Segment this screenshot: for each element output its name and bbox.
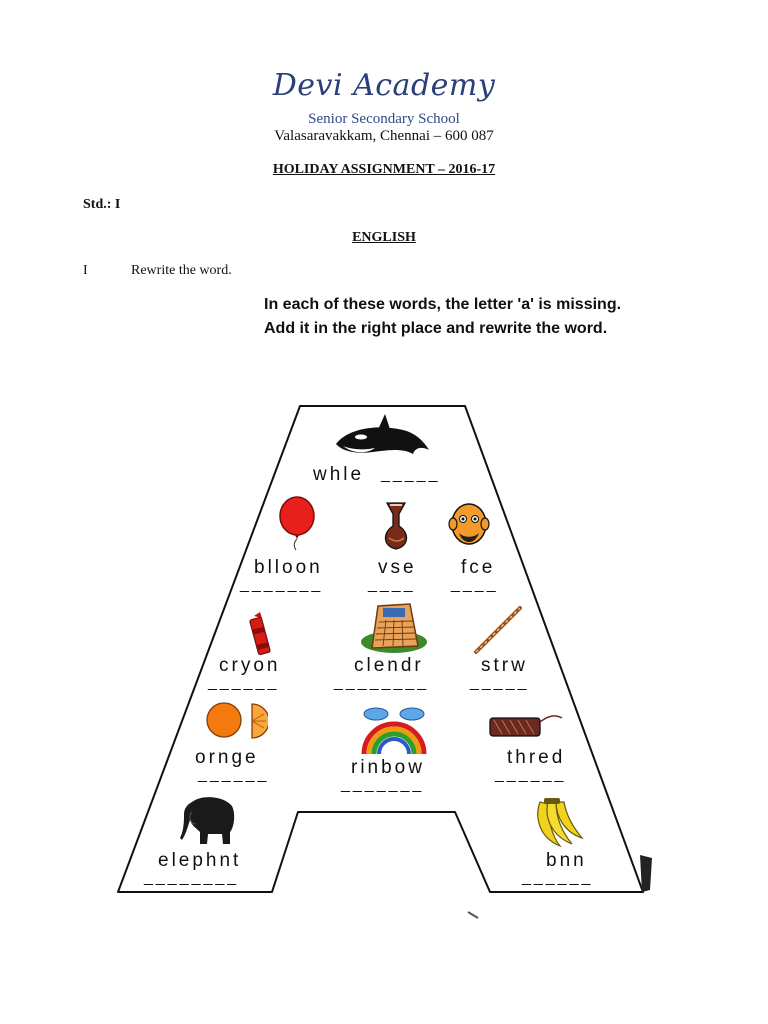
answer-blank-face[interactable]: ____: [451, 576, 499, 593]
elephant-picture: [178, 792, 236, 846]
answer-blank-straw[interactable]: _____: [470, 674, 530, 691]
rainbow-picture: [358, 702, 430, 754]
answer-blank-whale[interactable]: _____: [381, 466, 441, 483]
school-name: Devi Academy: [272, 68, 496, 103]
answer-blank-crayon[interactable]: ______: [208, 674, 280, 691]
word-elephant: elephnt: [158, 850, 242, 871]
word-rainbow: rinbow: [351, 757, 425, 778]
answer-blank-thread[interactable]: ______: [495, 766, 567, 783]
crayon-picture: [248, 612, 274, 658]
word-vase: vse: [378, 557, 417, 578]
answer-blank-banana[interactable]: ______: [522, 869, 594, 886]
answer-blank-vase[interactable]: ____: [368, 576, 416, 593]
instruction-line-1: In each of these words, the letter 'a' is missing.: [264, 296, 622, 313]
balloon-picture: [276, 496, 320, 552]
subject-heading: ENGLISH: [352, 230, 416, 245]
word-straw: strw: [481, 655, 528, 676]
thread-picture: [488, 708, 566, 740]
word-crayon: cryon: [219, 655, 281, 676]
answer-blank-elephant[interactable]: ________: [144, 869, 240, 886]
answer-blank-orange[interactable]: ______: [198, 766, 270, 783]
word-thread: thred: [507, 747, 566, 768]
school-type: Senior Secondary School: [308, 111, 460, 127]
question-text: Rewrite the word.: [131, 263, 232, 278]
word-face: fce: [461, 557, 496, 578]
word-whale: whle: [313, 464, 365, 485]
word-orange: ornge: [195, 747, 259, 768]
vase-picture: [379, 500, 413, 552]
banana-picture: [530, 796, 586, 850]
calendar-picture: [358, 598, 428, 654]
assignment-title: HOLIDAY ASSIGNMENT – 2016-17: [272, 162, 496, 177]
whale-picture: [333, 410, 433, 462]
std-label: Std.: I: [83, 197, 121, 212]
orange-picture: [204, 700, 268, 742]
face-picture: [446, 500, 492, 550]
word-banana: bnn: [546, 850, 587, 871]
question-number: I: [83, 263, 88, 278]
answer-blank-rainbow[interactable]: _______: [341, 776, 425, 793]
instruction-line-2: Add it in the right place and rewrite the word.: [264, 320, 608, 337]
word-calendar: clendr: [354, 655, 424, 676]
school-address: Valasaravakkam, Chennai – 600 087: [274, 128, 494, 144]
answer-blank-calendar[interactable]: ________: [334, 674, 430, 691]
word-balloon: blloon: [254, 557, 323, 578]
answer-blank-balloon[interactable]: _______: [240, 576, 324, 593]
straw-picture: [472, 604, 524, 656]
